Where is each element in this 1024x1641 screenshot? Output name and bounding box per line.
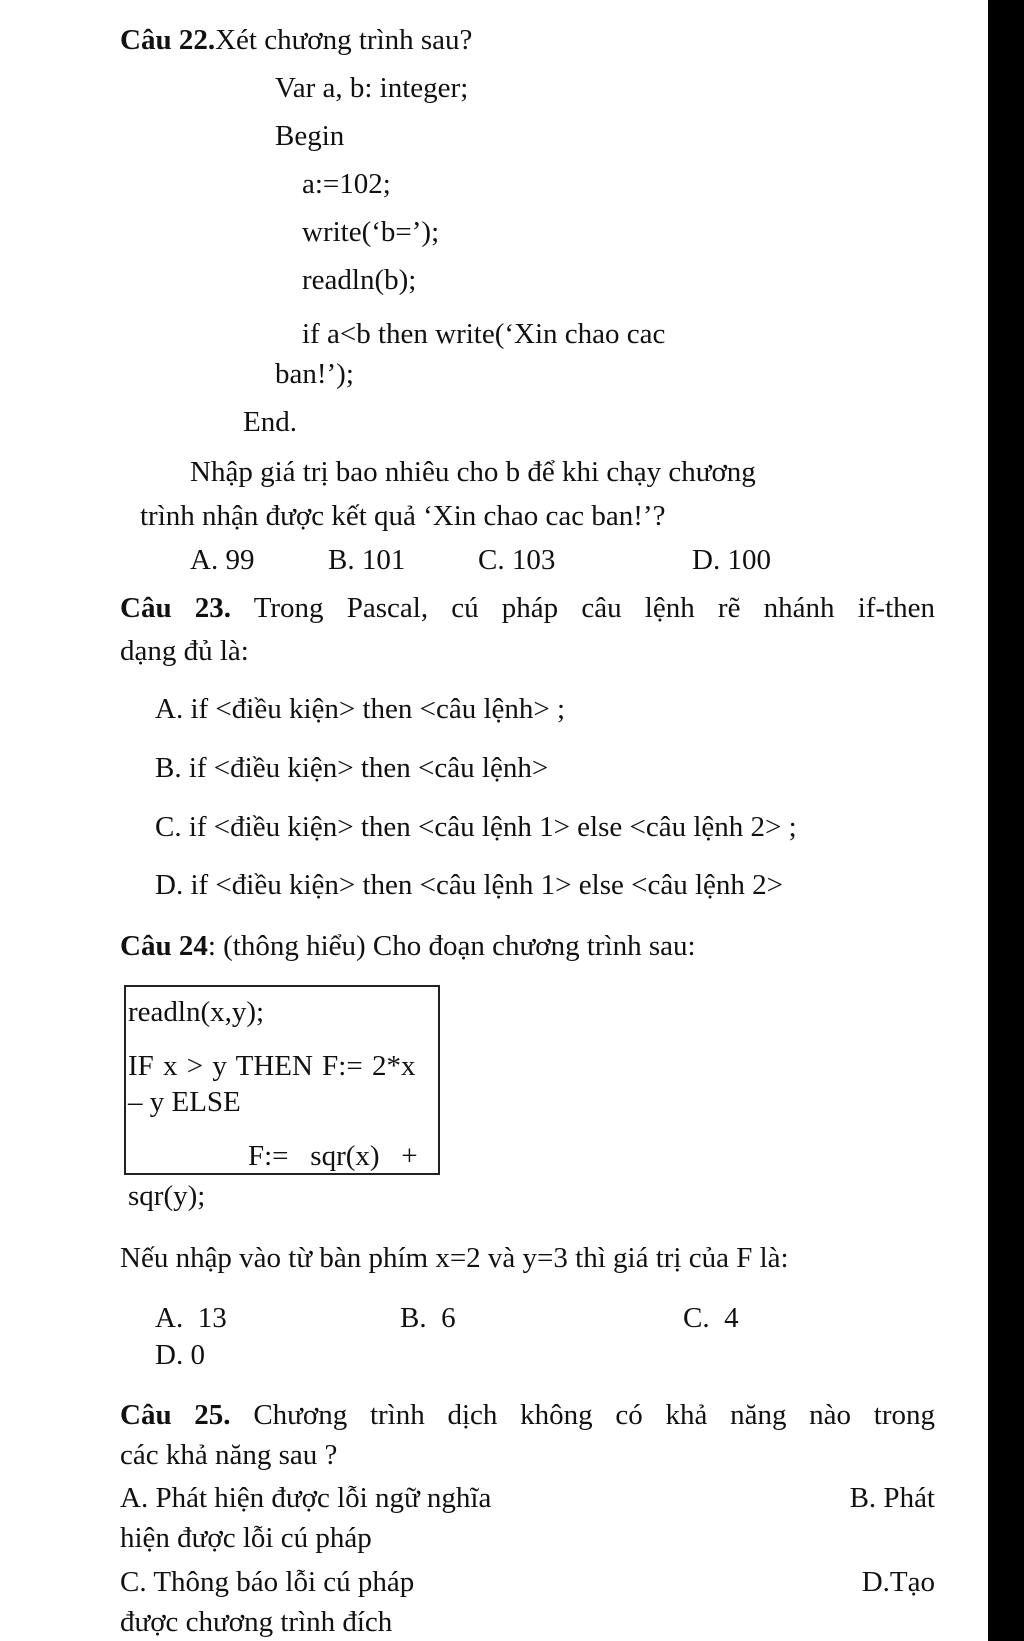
q24-code-line1: readln(x,y); bbox=[128, 996, 265, 1028]
q22-option-a: A. 99 bbox=[190, 544, 255, 576]
q22-prompt-line1: Nhập giá trị bao nhiêu cho b để khi chạy chương bbox=[190, 456, 756, 488]
q24-code-line3: – y ELSE bbox=[128, 1086, 241, 1118]
q23-option-b: B. if <điều kiện> then <câu lệnh> bbox=[155, 752, 549, 784]
q24-option-c: C. 4 bbox=[683, 1302, 739, 1334]
q23-option-a: A. if <điều kiện> then <câu lệnh> ; bbox=[155, 693, 566, 725]
q22-prompt-line2: trình nhận được kết quả ‘Xin chao cac ban!’? bbox=[140, 500, 666, 532]
q25-option-a: A. Phát hiện được lỗi ngữ nghĩa bbox=[120, 1482, 492, 1514]
q22-option-b: B. 101 bbox=[328, 544, 406, 576]
q22-code-line: Begin bbox=[275, 120, 345, 152]
q22-option-d: D. 100 bbox=[692, 544, 771, 576]
q24-heading bbox=[120, 928, 696, 964]
q25-option-row-ab bbox=[120, 1480, 935, 1516]
q23-text-line2: dạng đủ là: bbox=[120, 635, 249, 667]
q24-code-line5: sqr(y); bbox=[128, 1180, 206, 1212]
q24-label: Câu 24 bbox=[120, 930, 208, 962]
right-edge-shadow bbox=[988, 0, 1024, 1641]
q22-code-line: a:=102; bbox=[302, 168, 391, 200]
q25-text-line2: các khả năng sau ? bbox=[120, 1439, 338, 1471]
q25-option-c: C. Thông báo lỗi cú pháp bbox=[120, 1566, 415, 1598]
q25-text-line1: Chương trình dịch không có khả năng nào trong bbox=[253, 1399, 936, 1431]
q24-text: : (thông hiểu) Cho đoạn chương trình sau: bbox=[207, 930, 696, 962]
q24-option-b: B. 6 bbox=[400, 1302, 456, 1334]
q25-option-b-end: hiện được lỗi cú pháp bbox=[120, 1522, 372, 1554]
q23-label: Câu 23. bbox=[120, 592, 232, 624]
q23-text-line1: Trong Pascal, cú pháp câu lệnh rẽ nhánh if-then bbox=[253, 592, 935, 624]
q25-heading-line1 bbox=[120, 1396, 935, 1434]
q22-heading bbox=[120, 22, 472, 58]
q24-code-line2: IF x > y THEN F:= 2*x bbox=[128, 1050, 416, 1082]
q22-code-line: if a<b then write(‘Xin chao cac bbox=[302, 318, 666, 350]
q25-option-d-start: D.Tạo bbox=[861, 1566, 935, 1598]
q22-code-line: ban!’); bbox=[275, 358, 354, 390]
q23-heading-line1 bbox=[120, 589, 935, 627]
q24-prompt: Nếu nhập vào từ bàn phím x=2 và y=3 thì giá trị của F là: bbox=[120, 1242, 789, 1274]
q22-option-c: C. 103 bbox=[478, 544, 556, 576]
q25-label: Câu 25. bbox=[120, 1399, 231, 1431]
q22-code-line: write(‘b=’); bbox=[302, 216, 440, 248]
q24-option-d: D. 0 bbox=[155, 1339, 205, 1371]
q24-code-line4: F:= sqr(x) + bbox=[248, 1140, 418, 1172]
q22-label: Câu 22. bbox=[120, 24, 216, 56]
q25-option-b-start: B. Phát bbox=[849, 1482, 935, 1514]
q23-option-c: C. if <điều kiện> then <câu lệnh 1> else <câu lệnh 2> ; bbox=[155, 811, 797, 843]
q22-text: Xét chương trình sau? bbox=[215, 24, 473, 56]
q25-option-d-end: được chương trình đích bbox=[120, 1606, 393, 1638]
q22-code-line: Var a, b: integer; bbox=[275, 72, 469, 104]
q22-code-line: readln(b); bbox=[302, 264, 417, 296]
q23-option-d: D. if <điều kiện> then <câu lệnh 1> else <câu lệnh 2> bbox=[155, 869, 784, 901]
q24-option-a: A. 13 bbox=[155, 1302, 227, 1334]
q22-code-line: End. bbox=[243, 406, 297, 438]
q25-option-row-cd bbox=[120, 1564, 935, 1600]
